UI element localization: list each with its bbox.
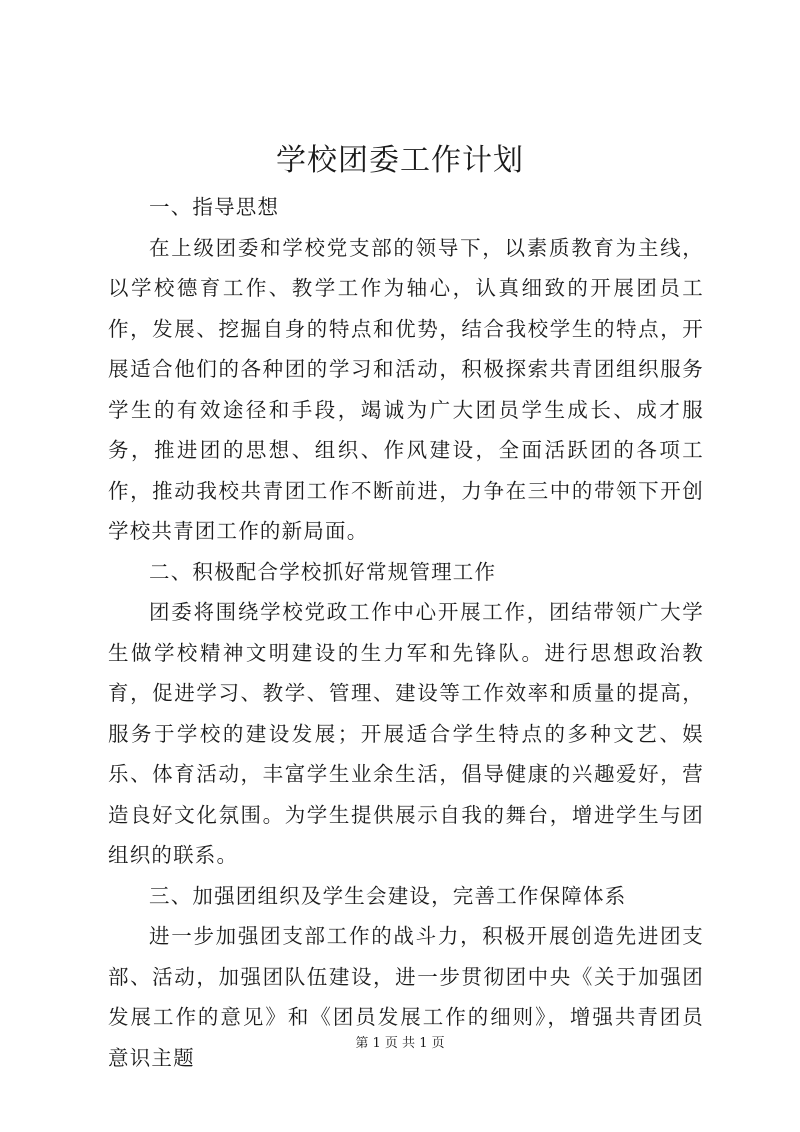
section-heading: 一、指导思想 — [149, 195, 280, 219]
section-heading: 三、加强团组织及学生会建设，完善工作保障体系 — [149, 883, 627, 908]
page-footer: 第 1 页 共 1 页 — [355, 1036, 445, 1051]
section-paragraph: 团委将围绕学校党政工作中心开展工作，团结带领广大学生做学校精神文明建设的生力军和先锋队。进行思想政治教育，促进学习、教学、管理、建设等工作效率和质量的提高，服务于学校的建设发展；开展适合学生特点的多种文艺、娱乐、体育活动，丰富学生业余生活，倡导健康的兴趣爱好，营造良好文化氛围。为学生提供展示自我的舞台，增进学生与团组织的联系。 — [108, 600, 704, 867]
section-paragraph: 在上级团委和学校党支部的领导下，以素质教育为主线，以学校德育工作、教学工作为轴心，认真细致的开展团员工作，发展、挖掘自身的特点和优势，结合我校学生的特点，开展适合他们的各种团的学习和活动，积极探索共青团组织服务学生的有效途径和手段，竭诚为广大团员学生成长、成才服务，推进团的思想、组织、作风建设，全面活跃团的各项工作，推动我校共青团工作不断前进，力争在三中的带领下开创学校共青团工作的新局面。 — [108, 235, 704, 543]
document-body — [108, 187, 704, 1078]
section-paragraph: 进一步加强团支部工作的战斗力，积极开展创造先进团支部、活动，加强团队伍建设，进一步贯彻团中央《关于加强团发展工作的意见》和《团员发展工作的细则》，增强共青团员意识主题 — [108, 924, 704, 1070]
document-title: 学校团委工作计划 — [276, 143, 524, 178]
section-heading: 二、积极配合学校抓好常规管理工作 — [149, 559, 497, 584]
